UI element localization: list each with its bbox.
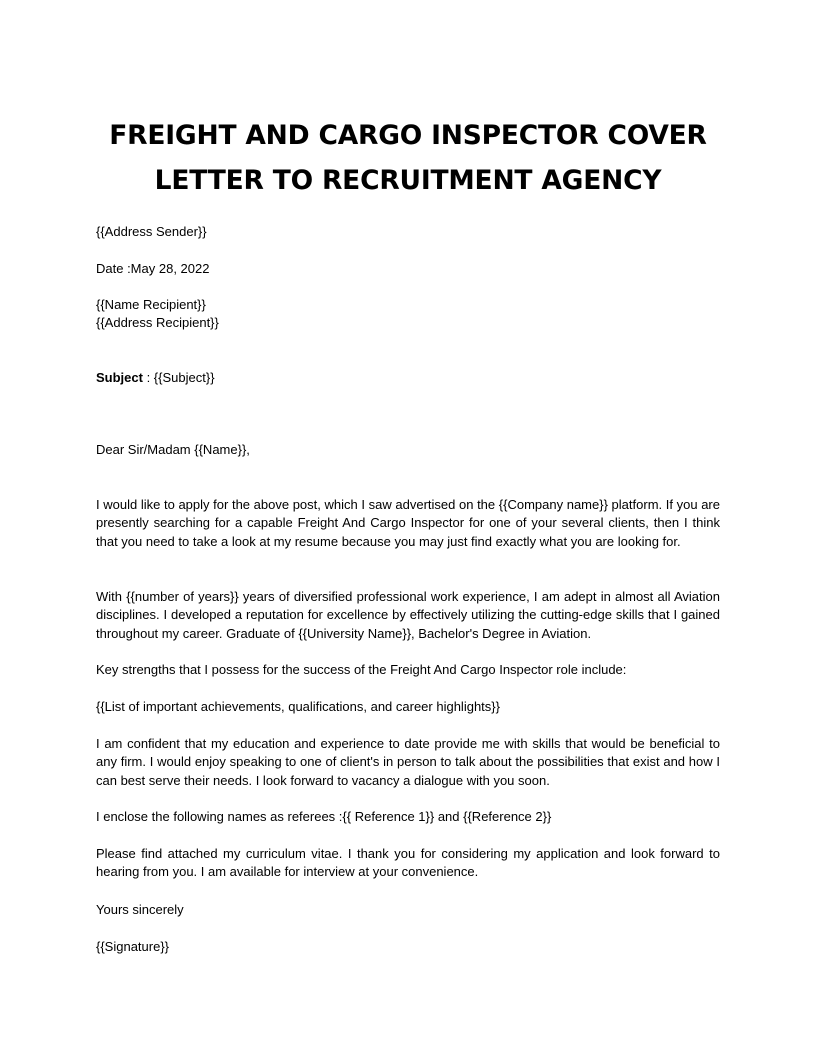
subject-line [96,369,720,387]
subject-value: : {{Subject}} [142,370,215,385]
paragraph-key-strengths: Key strengths that I possess for the success of the Freight And Cargo Inspector role include: [96,662,627,677]
letter-date: Date :May 28, 2022 [96,261,210,276]
closing: Yours sincerely [96,902,184,917]
salutation: Dear Sir/Madam {{Name}}, [96,442,250,457]
title-line-1: FREIGHT AND CARGO INSPECTOR COVER [109,120,707,151]
paragraph-referees: I enclose the following names as referees :{{ Reference 1}} and {{Reference 2}} [96,809,552,824]
paragraph-experience: With {{number of years}} years of diversified professional work experience, I am adept in almost all Aviation disciplines. I developed a reputation for excellence by effectively utilizing the cutting-edge skills that I gained throughout my career. Graduate of {{University Name}}, Bachelor's Degree in Aviation. [96,589,720,641]
address-recipient: {{Address Recipient}} [96,315,219,330]
paragraph-attachment: Please find attached my curriculum vitae. I thank you for considering my application and look forward to hearing from you. I am available for interview at your convenience. [96,846,720,880]
paragraph-achievements: {{List of important achievements, qualifications, and career highlights}} [96,699,500,714]
document-title [96,113,720,203]
title-line-2: LETTER TO RECRUITMENT AGENCY [154,165,662,196]
paragraph-confidence: I am confident that my education and experience to date provide me with skills that would be beneficial to any firm. I would enjoy speaking to one of client's in person to talk about the possibilities that exist and how I can best serve their needs. I look forward to vacancy a dialogue with you soon. [96,736,720,788]
signature: {{Signature}} [96,939,170,954]
paragraph-intro: I would like to apply for the above post, which I saw advertised on the {{Company name}} platform. If you are presently searching for a capable Freight And Cargo Inspector for one of your several clients, then I think that you need to take a look at my resume because you may just find exactly what you are looking for. [96,497,720,549]
name-recipient: {{Name Recipient}} [96,297,206,312]
address-sender: {{Address Sender}} [96,224,207,239]
subject-label: Subject [96,370,143,385]
